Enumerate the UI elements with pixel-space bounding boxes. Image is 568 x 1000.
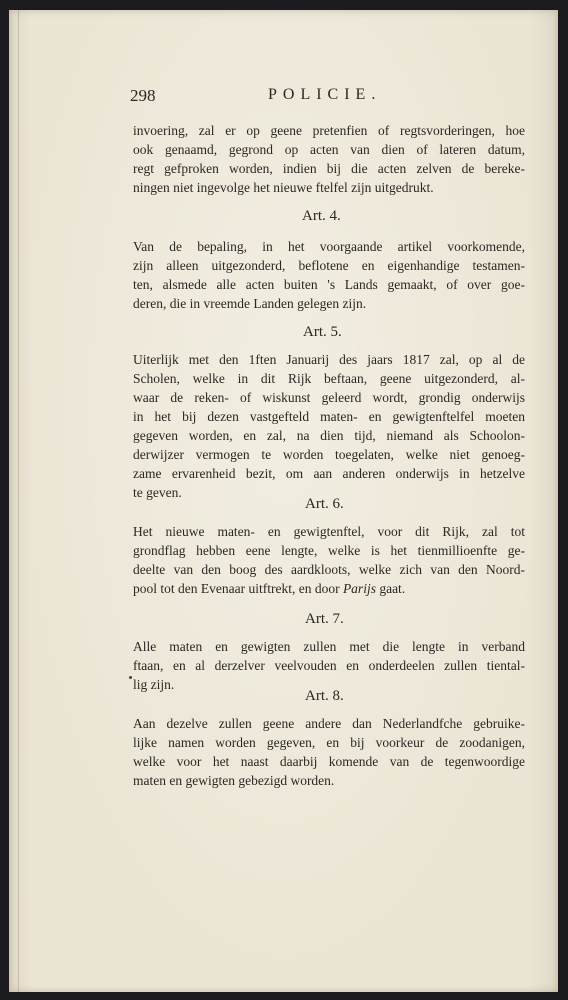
text-line: zame ervarenheid bezit, om aan anderen onderwijs in hetzelve (133, 466, 525, 481)
page-number: 298 (130, 86, 156, 105)
italic-place-name: Parijs (342, 581, 376, 596)
text-line: Aan dezelve zullen geene andere dan Nederlandfche gebruike- (133, 716, 525, 731)
text-line: Het nieuwe maten- en gewigtenftel, voor dit Rijk, zal tot (133, 524, 525, 539)
running-head: POLICIE. (268, 86, 382, 103)
text-line: maten en gewigten gebezigd worden. (133, 773, 335, 788)
text-line: waar de reken- of wiskunst geleerd wordt, grondig onderwijs (133, 390, 525, 405)
article-heading: Art. 7. (305, 611, 344, 627)
text-line: Scholen, welke in dit Rijk beftaan, geene uitgezonderd, al- (133, 371, 525, 386)
text-line: grondflag hebben eene lengte, welke is het tienmillioenfte ge- (133, 543, 525, 558)
text-line: ook genaamd, gegrond op acten van dien of lateren datum, (133, 142, 525, 157)
text-line: Alle maten en gewigten zullen met die lengte in verband (133, 639, 525, 654)
text-line: deelte van den boog des aardkloots, welke zich van den Noord- (133, 562, 525, 577)
text-line: in het bij dezen vastgefteld maten- en gewigtenftelfel moeten (133, 409, 525, 424)
text-line: ningen niet ingevolge het nieuwe ftelfel zijn uitgedrukt. (133, 180, 434, 195)
ink-speck (129, 676, 132, 679)
article-heading: Art. 5. (303, 324, 342, 340)
text-line: zijn alleen uitgezonderd, beflotene en eigenhandige testamen- (133, 258, 525, 273)
article-heading: Art. 6. (305, 496, 344, 512)
text-line: ftaan, en al derzelver veelvouden en onderdeelen zullen tiental- (133, 658, 525, 673)
text-line: invoering, zal er op geene pretenfien of regtsvorderingen, hoe (133, 123, 525, 138)
text-line: derwijzer vermogen te worden toegelaten, welke niet genoeg- (133, 447, 525, 462)
text-line-with-italic (133, 580, 525, 598)
text-line: deren, die in vreemde Landen gelegen zijn. (133, 296, 367, 311)
article-heading: Art. 4. (302, 208, 341, 224)
text-line: lijke namen worden gegeven, en bij voorkeur de zoodanigen, (133, 735, 525, 750)
text-line: ten, alsmede alle acten buiten 's Lands gemaakt, of over goe- (133, 277, 525, 292)
text-line: lig zijn. (133, 677, 175, 692)
text-fragment: gaat. (379, 581, 406, 596)
text-line: welke voor het naast daarbij komende van de tegenwoordige (133, 754, 525, 769)
text-line: gegeven worden, en zal, na dien tijd, niemand als Schoolon- (133, 428, 525, 443)
text-line: Van de bepaling, in het voorgaande artikel voorkomende, (133, 239, 525, 254)
article-heading: Art. 8. (305, 688, 344, 704)
text-line: regt gefproken worden, indien bij die acten zelven de bereke- (133, 161, 525, 176)
text-fragment: pool tot den Evenaar uitftrekt, en door (133, 581, 340, 596)
text-line: Uiterlijk met den 1ften Januarij des jaars 1817 zal, op al de (133, 352, 525, 367)
page-gutter (18, 10, 19, 992)
text-line: te geven. (133, 485, 182, 500)
page-header (130, 86, 530, 112)
